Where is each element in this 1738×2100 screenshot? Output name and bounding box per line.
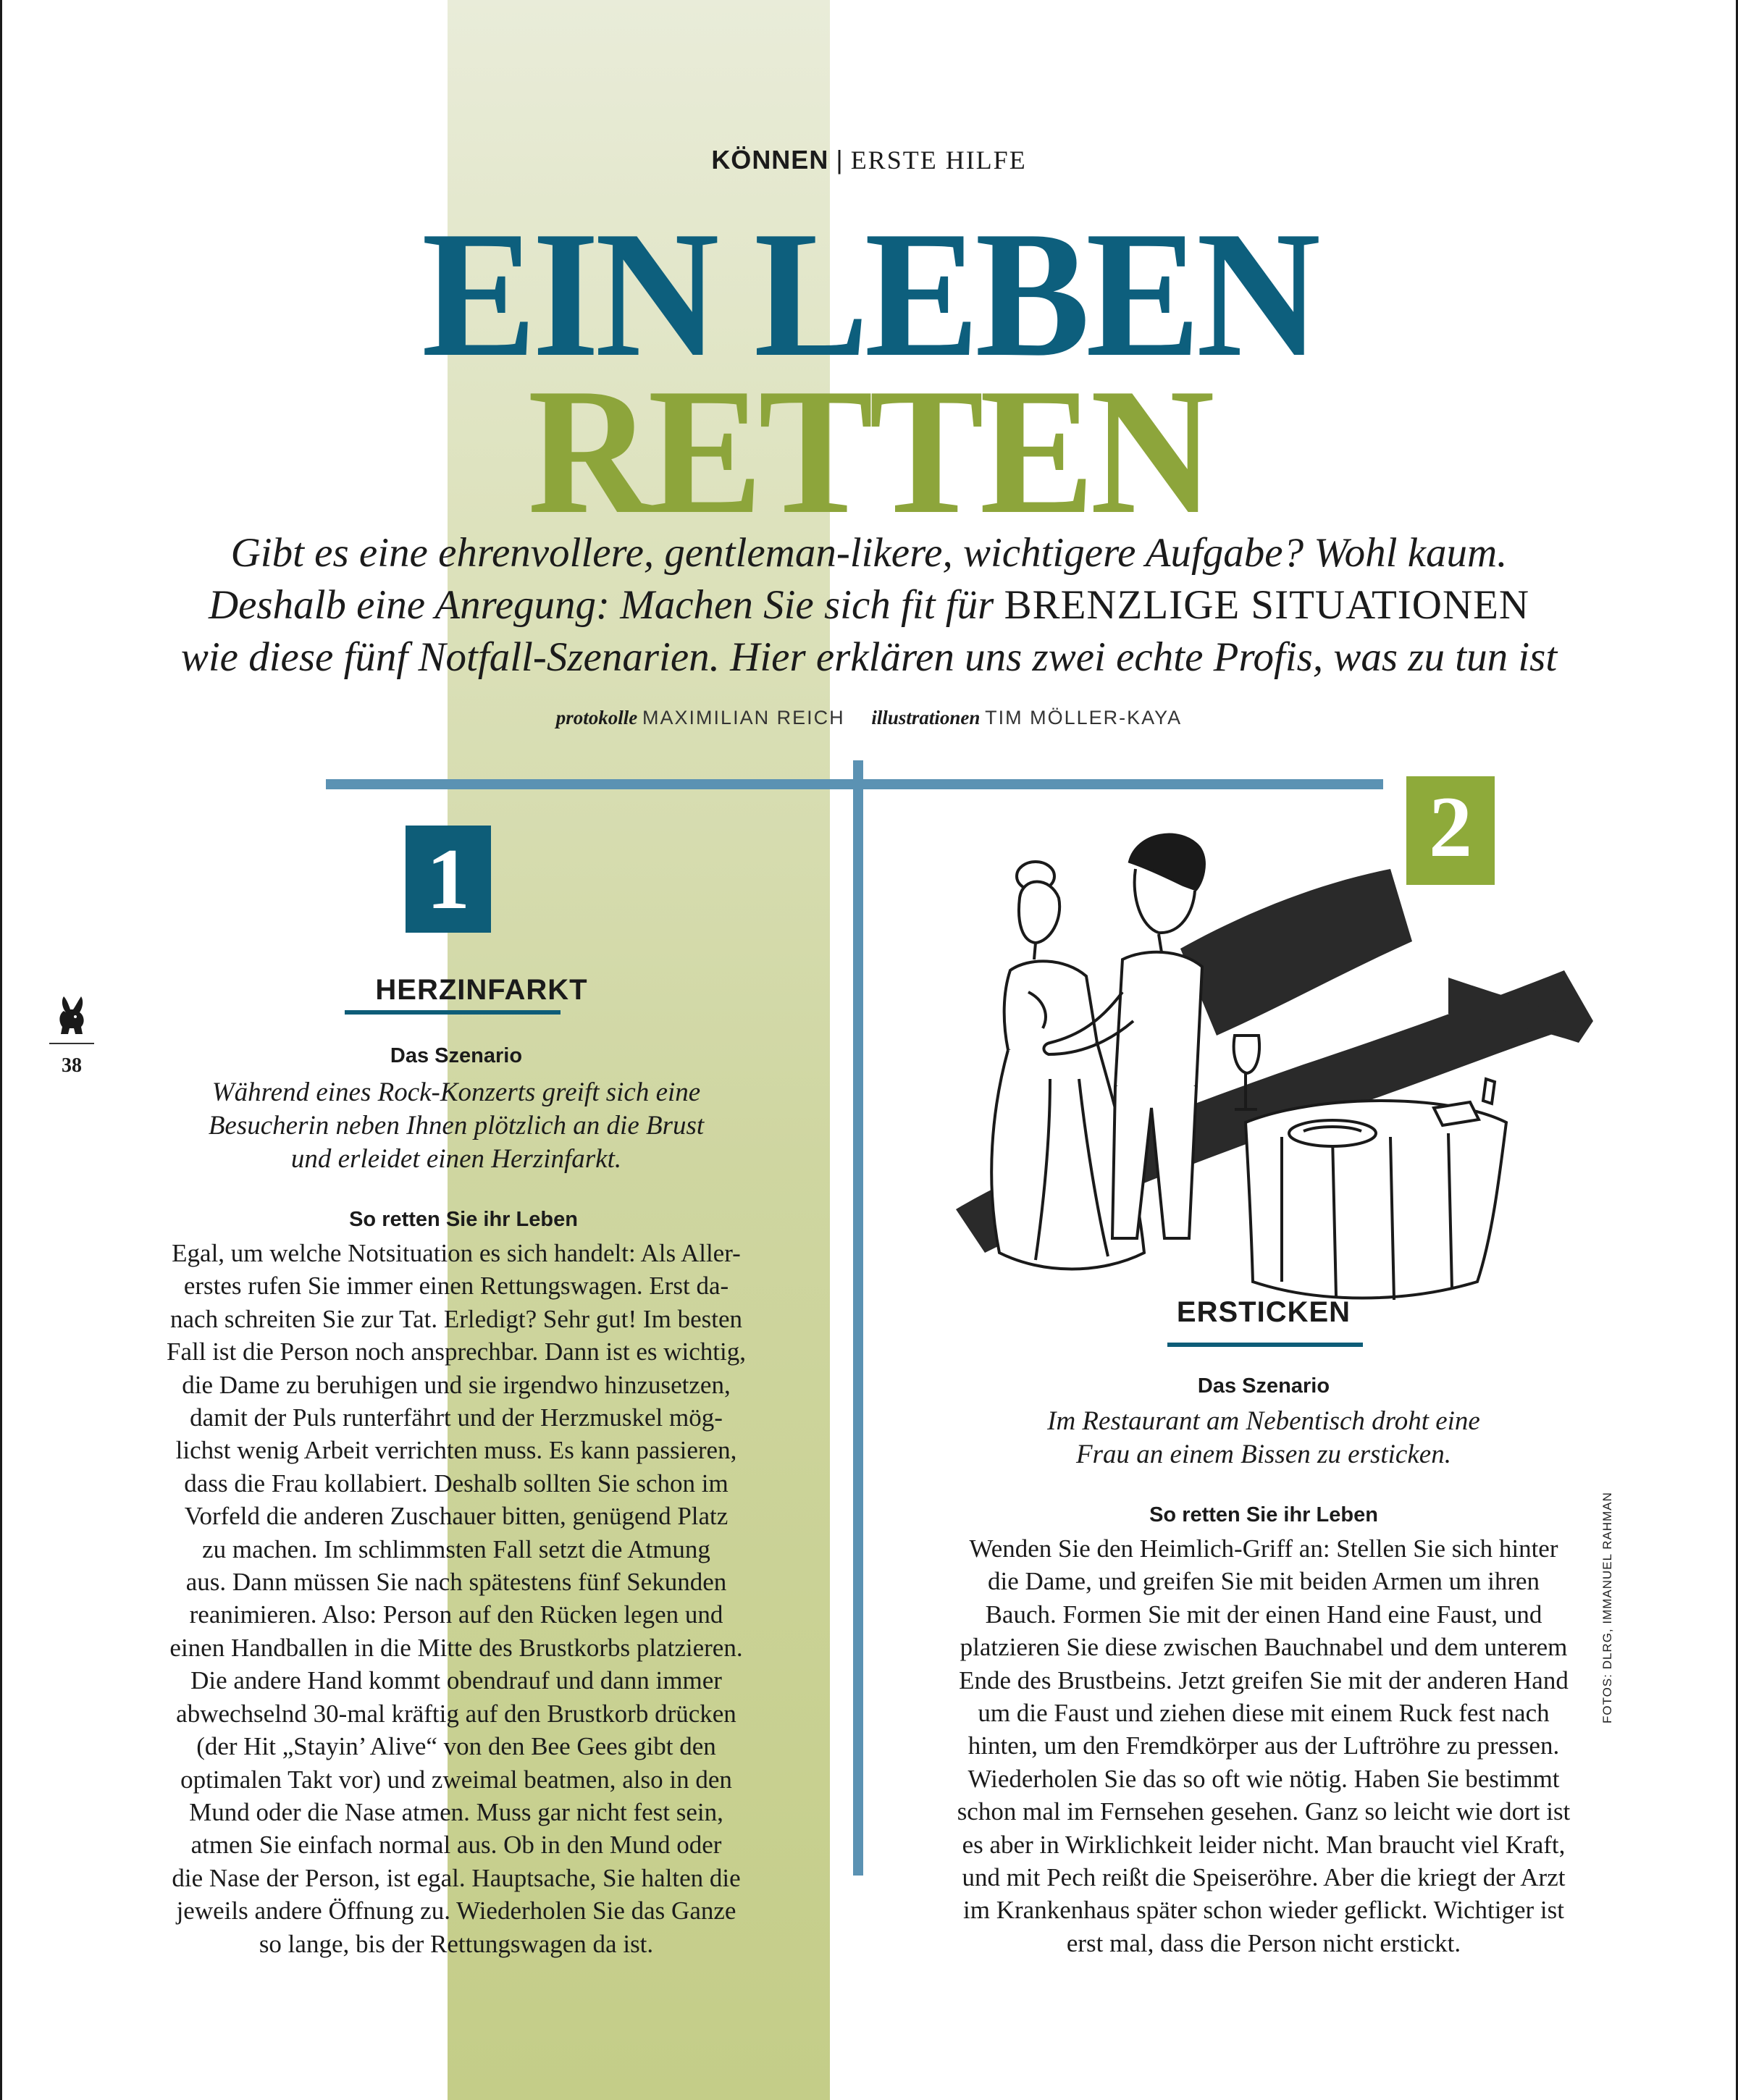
section-kicker — [0, 145, 1738, 175]
scenario-1-intro-line: Besucherin neben Ihnen plötzlich an die Brust — [208, 1111, 705, 1141]
deck-line-2-text: Deshalb eine Anregung: Machen Sie sich fit für — [208, 582, 1004, 628]
scenario-1-body-line: optimalen Takt vor) und zweimal beatmen, also in den — [180, 1765, 732, 1794]
scenario-1-body-line: Vorfeld die anderen Zuschauer bitten, genügend Platz — [184, 1502, 729, 1531]
scenario-2-headline: ERSTICKEN — [1176, 1296, 1351, 1328]
scenario-2-intro-line: Frau an einem Bissen zu ersticken. — [1076, 1440, 1451, 1469]
headline-line-2: RETTEN — [527, 351, 1211, 552]
scenario-1-body — [138, 1237, 775, 1960]
scenario-1-body-line: reanimieren. Also: Person auf den Rücken legen und — [189, 1600, 723, 1629]
scenario-1-body-line: Fall ist die Person noch ansprechbar. Dann ist es wichtig, — [167, 1337, 746, 1366]
deck-line-2 — [130, 579, 1608, 631]
scenario-1-body-line: nach schreiten Sie zur Tat. Erledigt? Sehr gut! Im besten — [170, 1304, 742, 1333]
scenario-1-body-line: dass die Frau kollabiert. Deshalb sollten Sie schon im — [184, 1469, 729, 1498]
scenario-1-body-line: atmen Sie einfach normal aus. Ob in den Mund oder — [190, 1831, 722, 1860]
scenario-1-body-line: einen Handballen in die Mitte des Brustkorbs platzieren. — [169, 1633, 743, 1662]
scenario-1-body-line: so lange, bis der Rettungswagen da ist. — [259, 1929, 654, 1958]
scenario-1-body-line: lichst wenig Arbeit verrichten muss. Es kann passieren, — [175, 1436, 737, 1465]
scenario-2-body-line: Wenden Sie den Heimlich-Griff an: Stellen Sie sich hinter — [969, 1534, 1558, 1563]
kicker-separator: | — [836, 145, 844, 175]
rabbit-logo-icon — [54, 995, 90, 1036]
scenario-2-body — [934, 1532, 1593, 1960]
scenario-1-body-line: Die andere Hand kommt obendrauf und dann immer — [190, 1666, 722, 1695]
scenario-2-szenario-label: Das Szenario — [1197, 1374, 1330, 1398]
protokolle-label: protokolle — [555, 707, 638, 728]
scenario-2-number: 2 — [1406, 776, 1495, 885]
illustrationen-name: TIM MÖLLER-KAYA — [985, 707, 1183, 728]
scenario-2-intro-line: Im Restaurant am Nebentisch droht eine — [1047, 1406, 1480, 1436]
scenario-1-headline-rule — [345, 1010, 561, 1015]
section-name: KÖNNEN — [711, 145, 829, 175]
scenario-1-body-line: zu machen. Im schlimmsten Fall setzt die Atmung — [202, 1534, 710, 1563]
scenario-1-headline: HERZINFARKT — [375, 974, 588, 1006]
scenario-1-body-line: Mund oder die Nase atmen. Muss gar nicht fest sein, — [189, 1797, 723, 1826]
scenario-1-intro-line: und erleidet einen Herzinfarkt. — [290, 1144, 622, 1174]
headline-line-1: EIN LEBEN — [421, 194, 1317, 395]
scenario-2-intro — [970, 1405, 1557, 1471]
deck-line-1: Gibt es eine ehrenvollere, gentleman-likere, wichtigere Aufgabe? Wohl kaum. — [230, 530, 1508, 576]
page-number-rule — [49, 1043, 94, 1044]
scenario-1-body-line: die Dame zu beruhigen und sie irgendwo hinzusetzen, — [182, 1370, 731, 1399]
scenario-1-body-line: abwechselnd 30-mal kräftig auf den Brustkorb drücken — [176, 1699, 736, 1728]
scenario-2-body-line: erst mal, dass die Person nicht erstickt. — [1066, 1928, 1461, 1957]
vertical-divider — [853, 760, 863, 1876]
scenario-2-body-line: Ende des Brustbeins. Jetzt greifen Sie mit der anderen Hand — [959, 1666, 1569, 1694]
article-deck — [130, 527, 1608, 684]
scenario-2-body-line: im Krankenhaus später schon wieder geflickt. Wichtiger ist — [963, 1896, 1564, 1925]
scenario-2-body-line: Bauch. Formen Sie mit der einen Hand eine Faust, und — [985, 1600, 1542, 1629]
scenario-2-headline-rule — [1167, 1343, 1363, 1347]
scenario-1-body-line: die Nase der Person, ist egal. Hauptsache, Sie halten die — [172, 1863, 741, 1892]
subsection-name: ERSTE HILFE — [850, 146, 1027, 175]
page-number: 38 — [62, 1054, 82, 1077]
illustrationen-label: illustrationen — [871, 707, 981, 728]
scenario-2-retten-label: So retten Sie ihr Leben — [1149, 1503, 1378, 1526]
scenario-2-body-line: Wiederholen Sie das so oft wie nötig. Haben Sie bestimmt — [967, 1764, 1560, 1793]
choking-rescue-illustration — [941, 804, 1644, 1303]
scenario-1-body-line: aus. Dann müssen Sie nach spätestens fünf Sekunden — [185, 1568, 727, 1597]
scenario-1-body-line: Egal, um welche Notsituation es sich handelt: Als Aller- — [172, 1239, 741, 1267]
scenario-2-body-line: und mit Pech reißt die Speiseröhre. Aber die kriegt der Arzt — [962, 1863, 1566, 1892]
byline-credits — [0, 707, 1738, 729]
deck-line-3: wie diese fünf Notfall-Szenarien. Hier erklären uns zwei echte Profis, was zu tun ist — [180, 634, 1558, 680]
scenario-1-retten-label: So retten Sie ihr Leben — [349, 1208, 578, 1231]
scenario-1-szenario-label: Das Szenario — [390, 1044, 523, 1067]
scenario-2-body-line: hinten, um den Fremdkörper aus der Luftröhre zu pressen. — [967, 1731, 1560, 1760]
scenario-2-body-line: die Dame, und greifen Sie mit beiden Armen um ihren — [987, 1567, 1540, 1596]
scenario-1-intro — [152, 1076, 760, 1176]
scenario-1-body-line: jeweils andere Öffnung zu. Wiederholen Sie das Ganze — [176, 1897, 736, 1925]
scenario-1-intro-line: Während eines Rock-Konzerts greift sich eine — [211, 1078, 701, 1107]
scenario-1-body-line: (der Hit „Stayin’ Alive“ von den Bee Gees gibt den — [196, 1732, 716, 1761]
protokolle-name: MAXIMILIAN REICH — [642, 707, 845, 728]
photo-credit: FOTOS: DLRG, IMMANUEL RAHMAN — [1600, 1492, 1614, 1723]
deck-line-2-caps: BRENZLIGE SITUATIONEN — [1004, 582, 1530, 628]
scenario-2-body-line: platzieren Sie diese zwischen Bauchnabel und dem unterem — [960, 1633, 1568, 1662]
scenario-2-body-line: schon mal im Fernsehen gesehen. Ganz so leicht wie dort ist — [957, 1797, 1571, 1826]
brush-stroke-upper — [1180, 869, 1412, 1036]
scenario-1-body-line: erstes rufen Sie immer einen Rettungswagen. Erst da- — [183, 1272, 729, 1301]
scenario-2-body-line: um die Faust und ziehen diese mit einem Ruck fest nach — [978, 1699, 1550, 1728]
scenario-2-body-line: es aber in Wirklichkeit leider nicht. Man braucht viel Kraft, — [962, 1830, 1566, 1859]
scenario-1-body-line: damit der Puls runterfährt und der Herzmuskel mög- — [190, 1403, 723, 1432]
scenario-1-number: 1 — [406, 826, 491, 933]
